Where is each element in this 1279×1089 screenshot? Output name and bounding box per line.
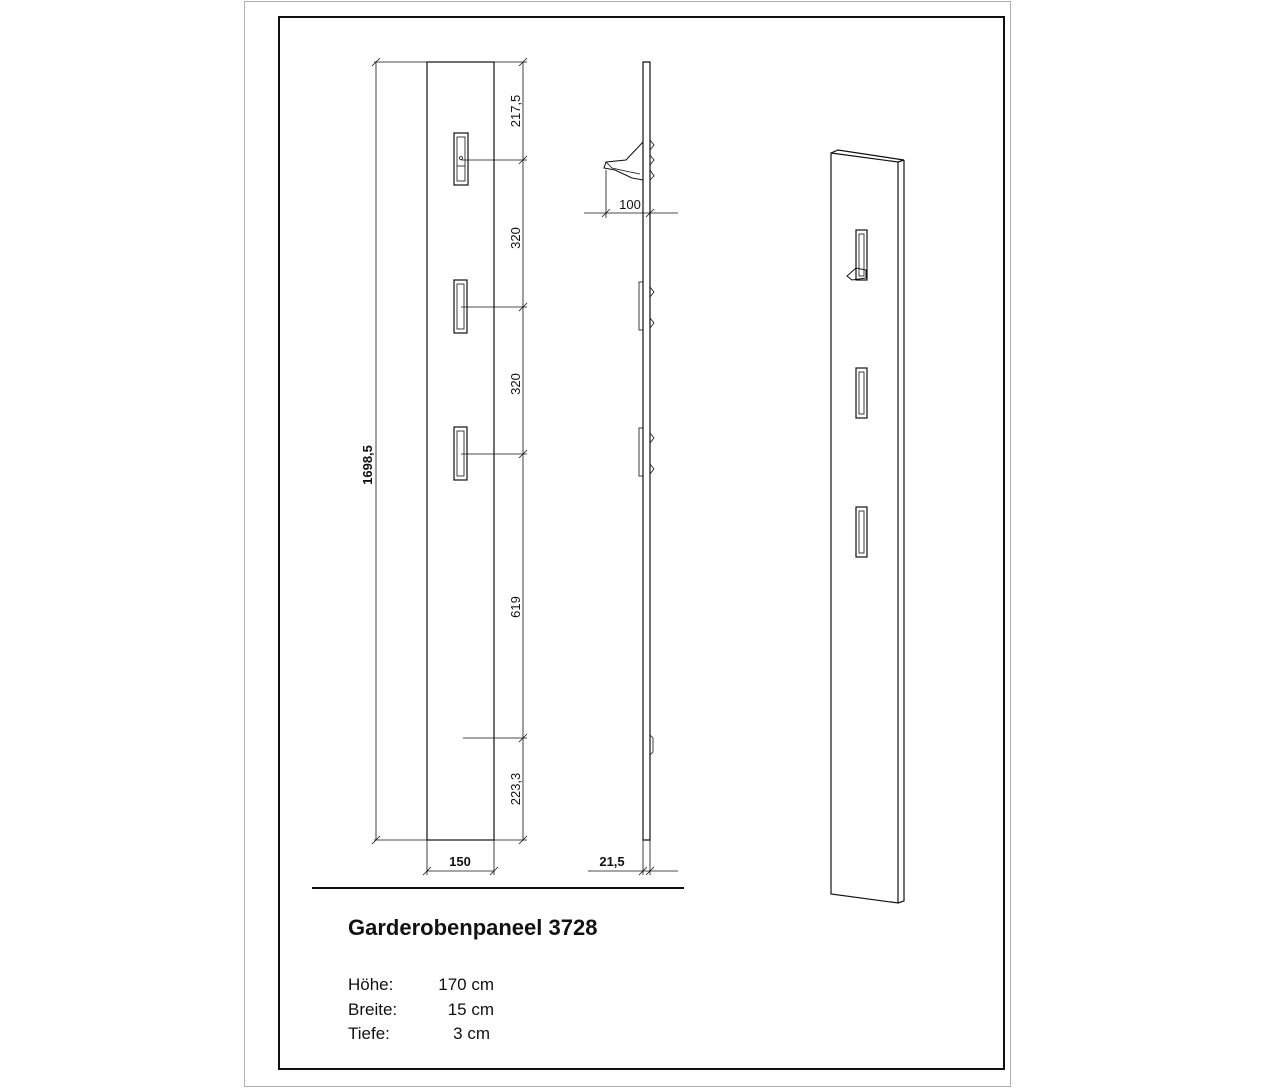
dim-panel-depth: 21,5	[599, 854, 625, 869]
spec-label: Tiefe:	[348, 1024, 390, 1043]
hook-2	[454, 280, 467, 333]
side-view	[584, 62, 678, 875]
front-view	[372, 58, 527, 875]
dim-spacing-3: 619	[508, 596, 523, 618]
spec-value: 3 cm	[453, 1024, 490, 1043]
dim-width: 150	[449, 854, 471, 869]
dim-bottom-offset: 223,3	[508, 772, 523, 806]
perspective-view	[831, 150, 904, 903]
side-hook-1	[604, 142, 643, 180]
spec-value: 15 cm	[447, 1000, 494, 1019]
spec-label: Höhe:	[348, 975, 394, 994]
spec-value: 170 cm	[438, 975, 494, 994]
dim-spacing-2: 320	[508, 373, 523, 395]
drawing-frame	[279, 17, 1004, 1069]
perspective-hook-3	[856, 507, 867, 557]
perspective-hook-1	[856, 230, 867, 280]
dim-spacing-1: 320	[508, 227, 523, 249]
side-panel	[643, 62, 650, 840]
hook-1	[454, 133, 468, 185]
dim-hook-depth: 100	[619, 197, 641, 212]
perspective-hook-2	[856, 368, 867, 418]
perspective-panel	[831, 153, 898, 903]
front-panel	[427, 62, 494, 840]
hook-3	[454, 427, 467, 480]
product-title: Garderobenpaneel 3728	[348, 915, 598, 940]
spec-label: Breite:	[348, 1000, 398, 1019]
dim-total-height: 1698,5	[360, 445, 375, 485]
dim-top-offset: 217,5	[508, 94, 523, 128]
